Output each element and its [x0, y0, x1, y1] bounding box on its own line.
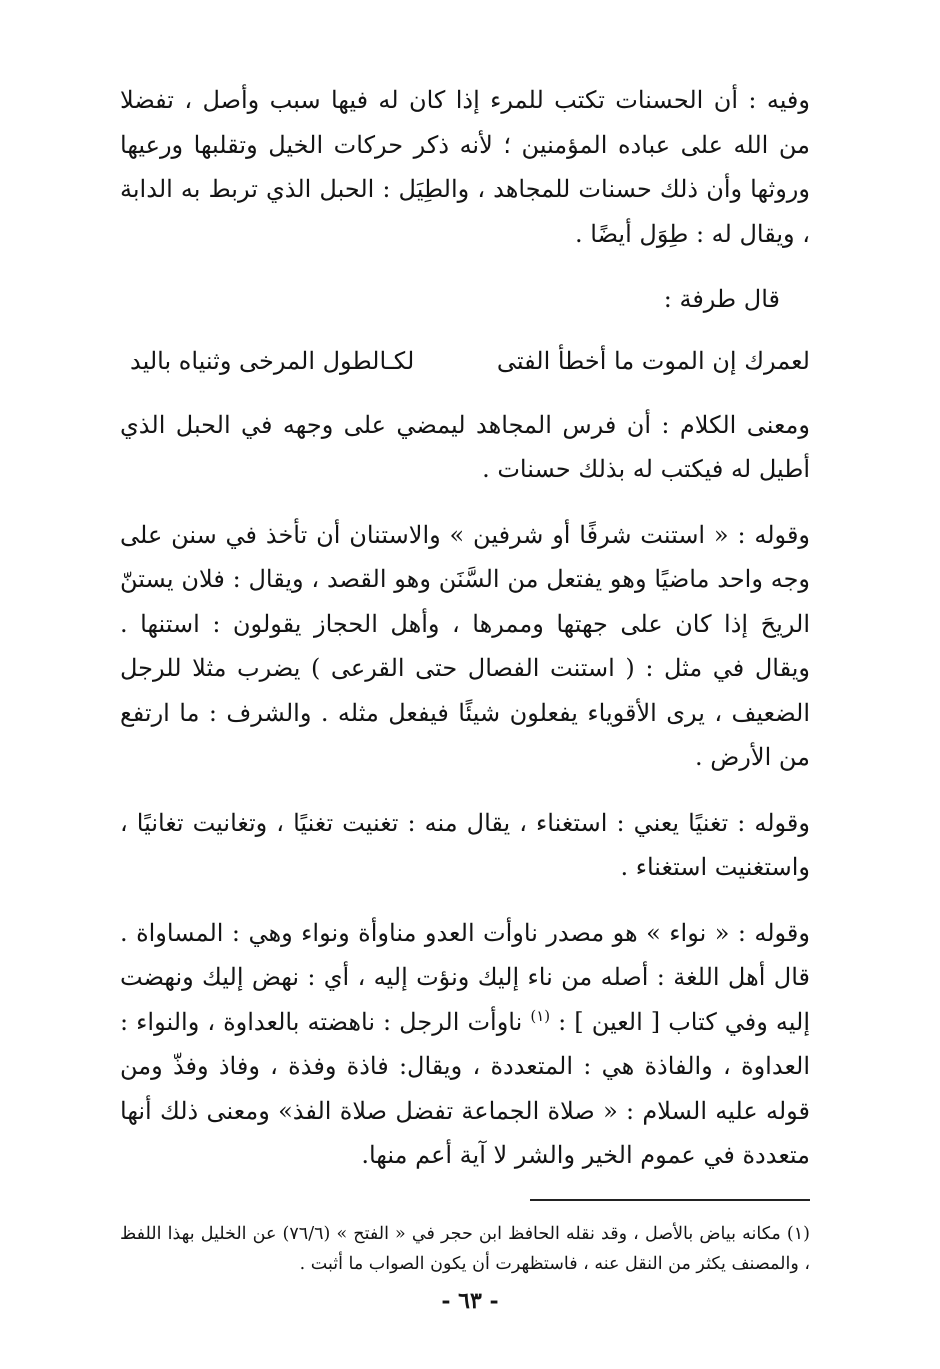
page-number: - ٦٣ - — [441, 1288, 499, 1314]
verse-first-hemistich: لعمرك إن الموت ما أخطأ الفتى — [496, 346, 810, 375]
paragraph-nawa-part-2: ناوأت الرجل : ناهضته بالعداوة ، والنواء : العداوة ، والفاذة هي : المتعددة ، ويقال: فاذة وفذة ، وفاذ وفذّ ومن قوله عليه السلام : « صلاة الجماعة تفضل صلاة الفذ» ومعنى ذلك أنها متعددة في عموم الخير والشر لا آية أعم منها. — [120, 1007, 810, 1169]
paragraph-nawa — [120, 911, 810, 1178]
paragraph-taghanni: وقوله : تغنيًا يعني : استغناء ، يقال منه : تغنيت تغنيًا ، وتغانيت تغانيًا ، واستغنيت استغناء . — [120, 808, 810, 881]
footnote-divider — [530, 1199, 810, 1201]
page-body — [120, 78, 810, 1280]
verse-second-hemistich: لكـالطول المرخى وثنياه باليد — [130, 346, 415, 375]
poetry-verse — [120, 339, 810, 383]
paragraph-nawa-part-1: وقوله : « نواء » هو مصدر ناوأت العدو مناوأة ونواء وهي : المساواة . قال أهل اللغة : أصله من ناء إليك ونؤت إليه ، أي : نهض إليك ونهضت إليه وفي كتاب [ العين ] : — [120, 918, 810, 1036]
paragraph-istinan: وقوله : « استنت شرفًا أو شرفين » والاستنان أن تأخذ في سنن على وجه واحد ماضيًا وهو يفتعل من السَّنَن وهو القصد ، ويقال : فلان يستنّ الريحَ إذا كان على جهتها وممرها ، وأهل الحجاز يقولون : استنها . ويقال في مثل : ( استنت الفصال حتى القرعى ) يضرب مثلا للرجل الضعيف ، يرى الأقوياء يفعلون شيئًا فيفعل مثله . والشرف : ما ارتفع من الأرض . — [120, 520, 810, 771]
verse-intro: قال طرفة : — [663, 285, 780, 313]
paragraph-meaning: ومعنى الكلام : أن فرس المجاهد ليمضي على وجهه في الحبل الذي أطيل له فيكتب له بذلك حسنات . — [120, 410, 810, 483]
footnote-reference[interactable]: (١) — [530, 1006, 551, 1025]
footnote-1: (١) مكانه بياض بالأصل ، وقد نقله الحافظ ابن حجر في « الفتح » (٧٦/٦) عن الخليل بهذا اللفظ ، والمصنف يكثر من النقل عنه ، فاستظهرت أن يكون الصواب ما أثبت . — [120, 1223, 810, 1274]
paragraph-hasanat: وفيه : أن الحسنات تكتب للمرء إذا كان له فيها سبب وأصل ، تفضلا من الله على عباده المؤمنين ؛ لأنه ذكر حركات الخيل وتقلبها ورعيها وروثها وأن ذلك حسنات للمجاهد ، والطِيَل : الحبل الذي تربط به الدابة ، ويقال له : طِوَل أيضًا . — [120, 86, 810, 248]
